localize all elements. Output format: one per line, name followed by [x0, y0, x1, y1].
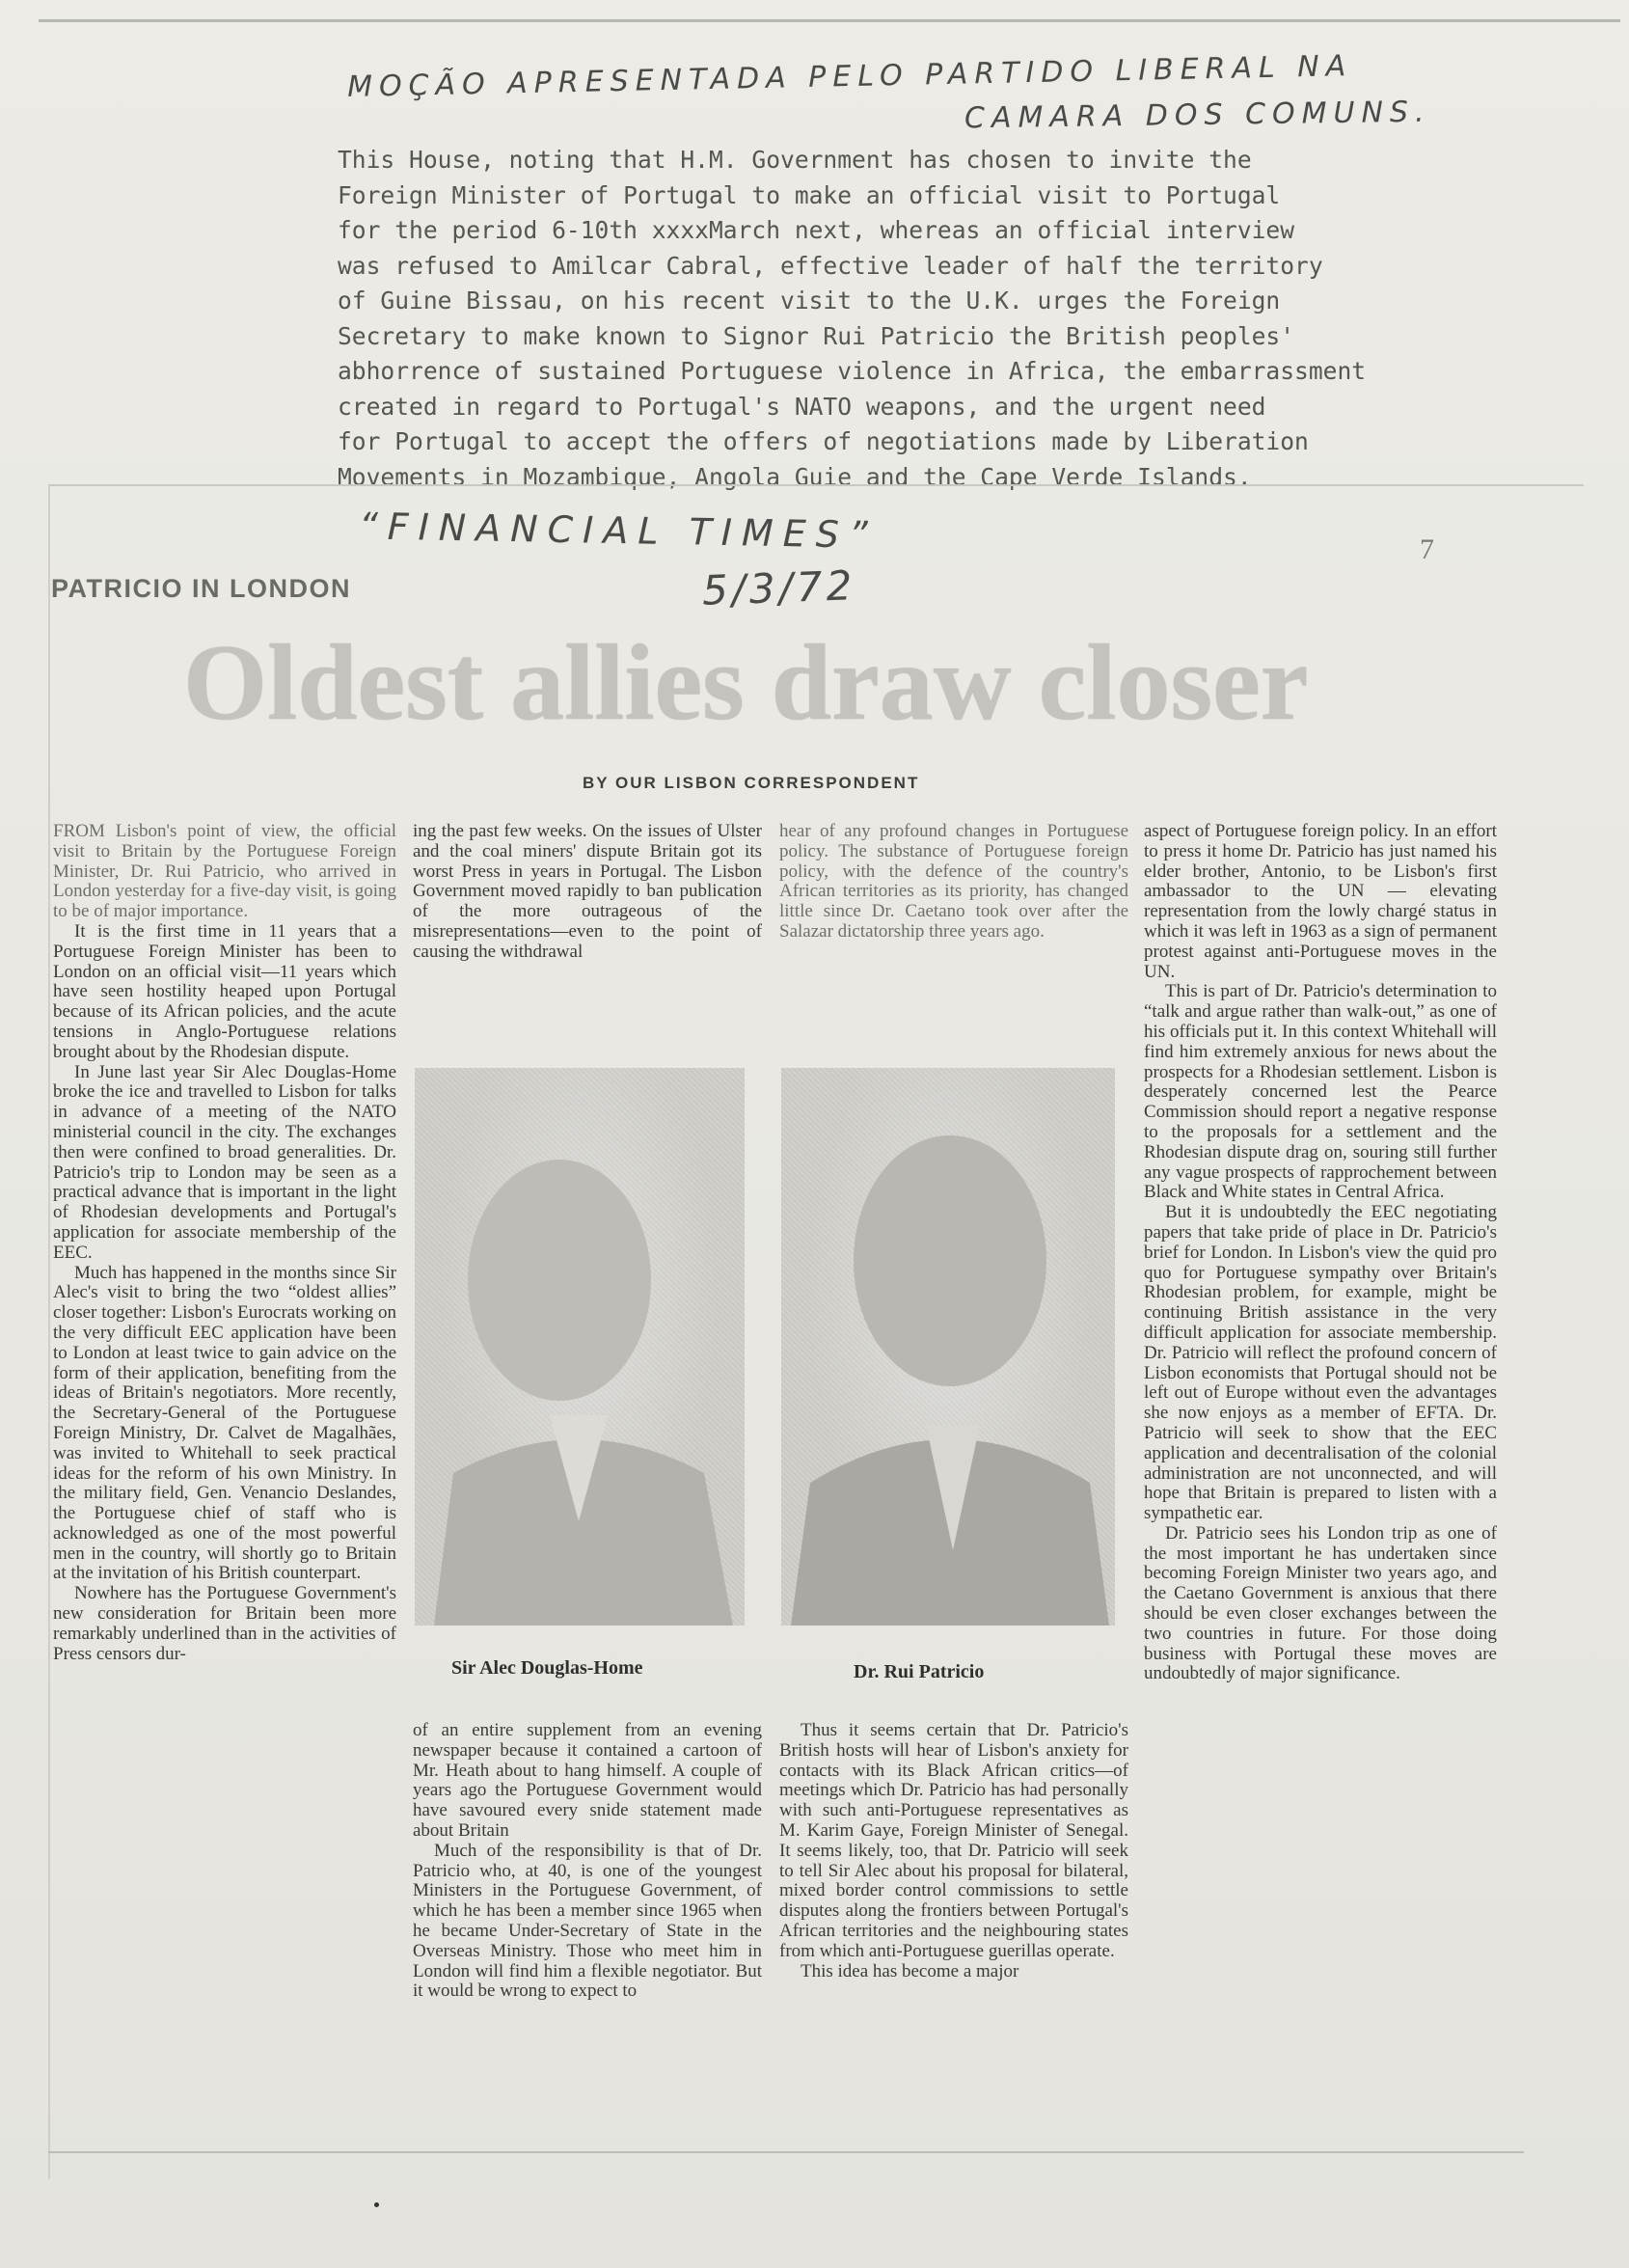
paragraph: aspect of Portuguese foreign policy. In an effort to press it home Dr. Patricio has just named his elder brother, Antonio, to be Lisbon's first ambassador to the UN — elevating representation from the lowly chargé status in which it was left in 1963 as a sign of permanent protest against anti-Portuguese moves in the UN. — [1144, 821, 1497, 982]
paragraph: ing the past few weeks. On the issues of Ulster and the coal miners' dispute Britain got its worst Press in years in Portugal. The Lisbon Government moved rapidly to ban publication of the more outrageous of the misrepresentations—even to the point of causing the withdrawal — [413, 821, 762, 962]
article-column-4 — [1144, 822, 1497, 1684]
paragraph: Thus it seems certain that Dr. Patricio's British hosts will hear of Lisbon's anxiety for contacts with its Black African critics—of meetings which Dr. Patricio has had personally with such anti-Portuguese representatives as M. Karim Gaye, Foreign Minister of Senegal. It seems likely, too, that Dr. Patricio will seek to tell Sir Alec about his proposal for bilateral, mixed border control commissions to settle disputes along the frontiers between Portugal's African territories and the neighbouring states from which anti-Portuguese guerillas operate. — [779, 1720, 1128, 1961]
article-column-3-bottom — [779, 1721, 1128, 1981]
article-byline: BY OUR LISBON CORRESPONDENT — [583, 774, 920, 792]
motion-line: was refused to Amilcar Cabral, effective leader of half the territory — [338, 251, 1323, 280]
paragraph: Nowhere has the Portuguese Government's new consideration for Britain been more remarkably underlined than in the activities of Press censors dur- — [53, 1583, 396, 1664]
motion-text — [338, 143, 1514, 495]
motion-line: for the period 6-10th xxxxMarch next, whereas an official interview — [338, 216, 1295, 244]
article-kicker: PATRICIO IN LONDON — [51, 574, 351, 603]
paragraph: Much of the responsibility is that of Dr. Patricio who, at 40, is one of the youngest Ministers in the Portuguese Government, of which he has been a member since 1965 when he became Under-Secretary of State in the Overseas Ministry. Those who meet him in London will find him a flexible negotiator. But it would be wrong to expect to — [413, 1840, 762, 2002]
paragraph: hear of any profound changes in Portuguese policy. The substance of Portuguese foreign policy, with the defence of the country's African territories as its priority, has changed little since Dr. Caetano took over after the Salazar dictatorship three years ago. — [779, 821, 1128, 942]
paragraph: It is the first time in 11 years that a Portuguese Foreign Minister has been to London on an official visit—11 years which have seen hostility heaped upon Portugal because of its African policies, and the acute tensions in Anglo-Portuguese relations brought about by the Rhodesian dispute. — [53, 920, 396, 1062]
handwritten-date: 5/3/72 — [701, 561, 856, 615]
motion-line: for Portugal to accept the offers of negotiations made by Liberation — [338, 427, 1309, 455]
motion-line: of Guine Bissau, on his recent visit to the U.K. urges the Foreign — [338, 287, 1281, 314]
photo-dr-rui-patricio — [781, 1068, 1115, 1626]
top-edge-rule — [39, 19, 1620, 22]
paragraph: This idea has become a major — [801, 1960, 1019, 1981]
article-column-3-top — [779, 822, 1128, 943]
motion-line: Foreign Minister of Portugal to make an official visit to Portugal — [338, 180, 1281, 209]
handwritten-note-line2: CAMARA DOS COMUNS. — [964, 95, 1431, 136]
motion-line: Secretary to make known to Signor Rui Patricio the British peoples' — [338, 321, 1295, 350]
motion-line: This House, noting that H.M. Government has chosen to invite the — [338, 146, 1252, 174]
paragraph: Dr. Patricio sees his London trip as one of the most important he has undertaken since becoming Foreign Minister two years ago, and the Caetano Government is anxious that there should be even closer exchanges between the two countries in future. For those doing business with Portugal these moves are undoubtedly of major significance. — [1144, 1522, 1497, 1684]
motion-line: Movements in Mozambique, Angola Guie and the Cape Verde Islands. — [338, 462, 1252, 491]
paragraph: FROM Lisbon's point of view, the official visit to Britain by the Portuguese Foreign Minister, Dr. Rui Patricio, who arrived in London yesterday for a five-day visit, is going to be of major importance. — [53, 821, 396, 922]
photo-caption-right: Dr. Rui Patricio — [854, 1661, 985, 1682]
handwritten-note-line1: MOÇÃO APRESENTADA PELO PARTIDO LIBERAL NA — [346, 49, 1353, 104]
article-column-2-bottom — [413, 1721, 762, 2002]
paragraph: But it is undoubtedly the EEC negotiating papers that take pride of place in Dr. Patricio's brief for London. In Lisbon's view the quid pro quo for Portuguese sympathy over Britain's Rhodesian problem, for example, might be continuing British assistance in the very difficult application for associate membership. Dr. Patricio will reflect the profound concern of Lisbon economists that Portugal should not be left out of Europe without even the advantages she now enjoys as a member of EFTA. Dr. Patricio will seek to show that the EEC application and decentralisation of the colonial administration are not unconnected, and will hope that Britain is prepared to listen with a sympathetic ear. — [1144, 1202, 1497, 1524]
paragraph: of an entire supplement from an evening newspaper because it contained a cartoon of Mr. Heath about to hang himself. A couple of years ago the Portuguese Government would have savoured every snide statement made about Britain — [413, 1720, 762, 1841]
paper-speck — [374, 2202, 379, 2207]
handwritten-source: “FINANCIAL TIMES” — [358, 505, 878, 557]
paragraph: Much has happened in the months since Sir Alec's visit to bring the two “oldest allies” closer together: Lisbon's Eurocrats working on the very difficult EEC application have been to London at least twice to gain advice on the form of their application, benefiting from the ideas of Britain's negotiators. More recently, the Secretary-General of the Portuguese Foreign Ministry, Dr. Calvet de Magalhães, was invited to Whitehall to seek practical ideas for the reform of his own Ministry. In the military field, Gen. Venancio Deslandes, the Portuguese chief of staff who is acknowledged as one of the most powerful men in the country, will shortly go to Britain at the invitation of his British counterpart. — [53, 1262, 396, 1584]
article-column-1 — [53, 822, 396, 1664]
photo-caption-left: Sir Alec Douglas-Home — [451, 1657, 643, 1679]
article-column-2-top — [413, 822, 762, 963]
paragraph: In June last year Sir Alec Douglas-Home broke the ice and travelled to Lisbon for talks in advance of a meeting of the NATO ministerial council in the city. The exchanges then were confined to broad generalities. Dr. Patricio's trip to London may be seen as a practical advance that is important in the light of Rhodesian developments and Portugal's application for associate membership of the EEC. — [53, 1061, 396, 1263]
motion-line: abhorrence of sustained Portuguese violence in Africa, the embarrassment — [338, 357, 1367, 385]
paragraph: This is part of Dr. Patricio's determination to “talk and argue rather than walk-out,” as one of his officials put it. In this context Whitehall will find him extremely anxious for news about the prospects for a Rhodesian settlement. Lisbon is desperately concerned lest the Pearce Commission should report a negative response to the proposals for a settlement and the Rhodesian dispute drag on, souring still further any vague prospects of rapprochement between Black and White states in Central Africa. — [1144, 981, 1497, 1203]
motion-line: created in regard to Portugal's NATO weapons, and the urgent need — [338, 392, 1266, 421]
photo-sir-alec-douglas-home — [415, 1068, 745, 1626]
article-headline: Oldest allies draw closer — [183, 623, 1309, 743]
bottom-edge-rule — [48, 2151, 1524, 2153]
page-number: 7 — [1420, 533, 1434, 565]
